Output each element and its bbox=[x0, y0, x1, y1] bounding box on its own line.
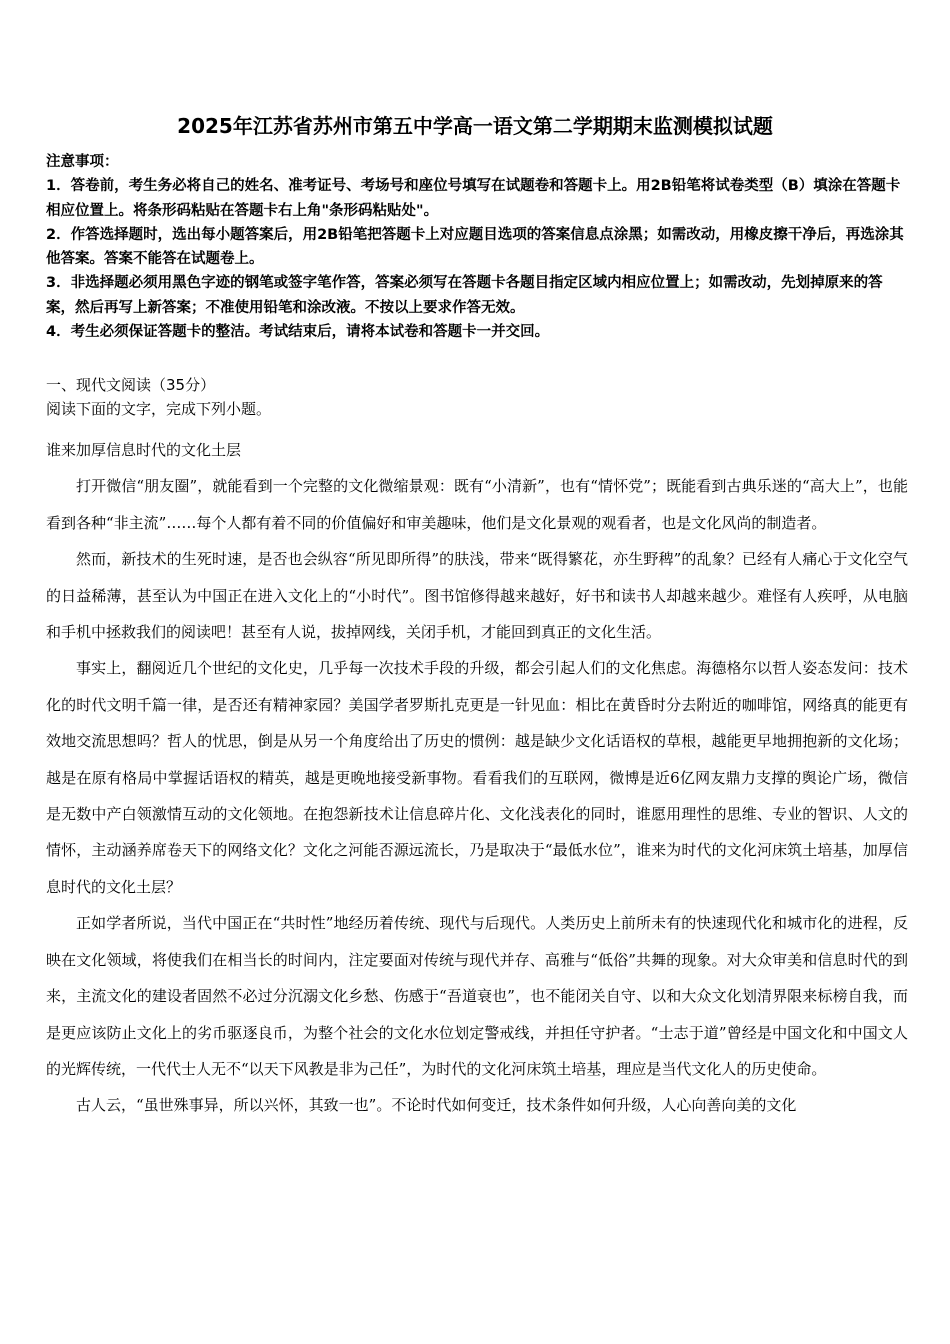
section-instruction: 阅读下面的文字，完成下列小题。 bbox=[46, 400, 272, 418]
notice-heading: 注意事项： bbox=[46, 154, 119, 170]
article-paragraph: 然而，新技术的生死时速，是否也会纵容“所见即所得”的肤浅，带来“既得繁花，亦生野稗”的乱象？已经有人痛心于文化空气的日益稀薄，甚至认为中国正在进入文化上的“小时代”。图书馆修得越来越好，好书和读书人却越来越少。难怪有人疾呼，从电脑和手机中拯救我们的阅读吧！甚至有人说，拔掉网线，关闭手机，才能回到真正的文化生活。 bbox=[46, 550, 908, 642]
article-title: 谁来加厚信息时代的文化土层 bbox=[46, 441, 242, 459]
notice-item: 4．考生必须保证答题卡的整洁。考试结束后，请将本试卷和答题卡一并交回。 bbox=[46, 324, 550, 341]
notice-item: 3．非选择题必须用黑色字迹的钢笔或签字笔作答，答案必须写在答题卡各题目指定区域内相应位置上；如需改动，先划掉原来的答案，然后再写上新答案；不准使用铅笔和涂改液。不按以上要求作答无效。 bbox=[46, 275, 883, 316]
section-header bbox=[46, 373, 908, 421]
article-paragraph: 打开微信“朋友圈”，就能看到一个完整的文化微缩景观：既有“小清新”，也有“情怀党”；既能看到古典乐迷的“高大上”，也能看到各种“非主流”……每个人都有着不同的价值偏好和审美趣味，他们是文化景观的观看者，也是文化风尚的制造者。 bbox=[46, 477, 908, 532]
section-heading: 一、现代文阅读（35分） bbox=[46, 376, 216, 394]
notice-item: 1．答卷前，考生务必将自己的姓名、准考证号、考场号和座位号填写在试题卷和答题卡上。用2B铅笔将试卷类型（B）填涂在答题卡相应位置上。将条形码粘贴在答题卡右上角"条形码粘贴处"。 bbox=[46, 178, 901, 219]
notice-item: 2．作答选择题时，选出每小题答案后，用2B铅笔把答题卡上对应题目选项的答案信息点涂黑；如需改动，用橡皮擦干净后，再选涂其他答案。答案不能答在试题卷上。 bbox=[46, 226, 904, 268]
reading-article bbox=[46, 432, 908, 1124]
article-paragraph: 事实上，翻阅近几个世纪的文化史，几乎每一次技术手段的升级，都会引起人们的文化焦虑。海德格尔以哲人姿态发问：技术化的时代文明千篇一律，是否还有精神家园？美国学者罗斯扎克更是一针见血：相比在黄昏时分去附近的咖啡馆，网络真的能更有效地交流思想吗？哲人的忧思，倒是从另一个角度给出了历史的惯例：越是缺少文化话语权的草根，越能更早地拥抱新的文化场；越是在原有格局中掌握话语权的精英，越是更晚地接受新事物。看看我们的互联网，微博是近6亿网友鼎力支撑的舆论广场，微信是无数中产白领激情互动的文化领地。在抱怨新技术让信息碎片化、文化浅表化的同时，谁愿用理性的思维、专业的智识、人文的情怀，主动涵养席卷天下的网络文化？文化之河能否源远流长，乃是取决于“最低水位”，谁来为时代的文化河床筑土培基，加厚信息时代的文化土层？ bbox=[46, 659, 908, 896]
notice-block bbox=[46, 150, 908, 344]
exam-title: 2025年江苏省苏州市第五中学高一语文第二学期期末监测模拟试题 bbox=[177, 114, 773, 138]
article-paragraph: 古人云，“虽世殊事异，所以兴怀，其致一也”。不论时代如何变迁，技术条件如何升级，人心向善向美的文化 bbox=[76, 1096, 797, 1115]
article-paragraph: 正如学者所说，当代中国正在“共时性”地经历着传统、现代与后现代。人类历史上前所未有的快速现代化和城市化的进程，反映在文化领域，将使我们在相当长的时间内，注定要面对传统与现代并存、高雅与“低俗”共舞的现象。对大众审美和信息时代的到来，主流文化的建设者固然不必过分沉溺文化乡愁、伤感于“吾道衰也”，也不能闭关自守、以和大众文化划清界限来标榜自我，而是更应该防止文化上的劣币驱逐良币，为整个社会的文化水位划定警戒线，并担任守护者。“士志于道”曾经是中国文化和中国文人的光辉传统，一代代士人无不“以天下风教是非为己任”，为时代的文化河床筑土培基，理应是当代文化人的历史使命。 bbox=[46, 914, 908, 1078]
